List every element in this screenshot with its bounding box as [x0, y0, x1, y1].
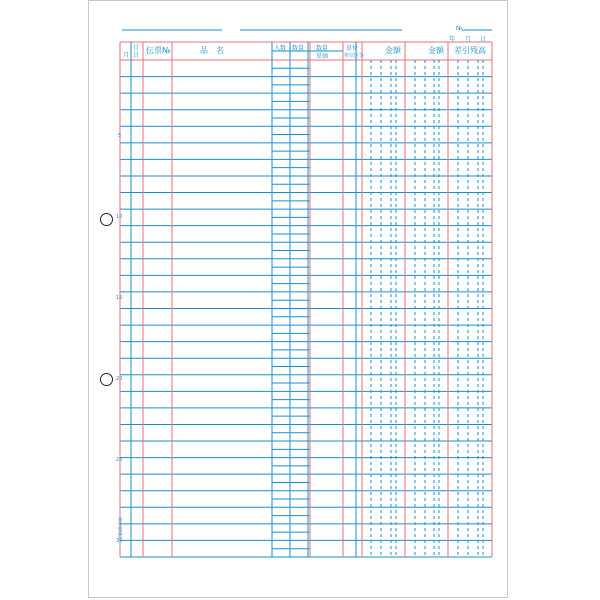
header-unit-price: 単価	[316, 53, 329, 60]
header-month-day-top: 日	[133, 44, 140, 51]
header-pack-qty: 入数	[274, 45, 287, 52]
header-amount-2: 金額	[428, 46, 444, 55]
row-number-30: 30	[116, 538, 123, 544]
row-number-10: 10	[116, 214, 123, 220]
header-day: 日	[133, 52, 140, 59]
date-month-label: 月	[465, 36, 472, 43]
header-unit: 単位	[346, 45, 359, 52]
header-item-name: 品 名	[200, 46, 224, 55]
form-code: CBUD-008	[118, 517, 123, 538]
header-unit-class: 単位区分	[344, 53, 365, 59]
header-balance: 差引残高	[454, 46, 486, 55]
row-number-15: 15	[116, 295, 123, 301]
row-number-5: 5	[118, 133, 122, 139]
row-number-25: 25	[116, 457, 123, 463]
date-day-label: 日	[480, 36, 487, 43]
header-month: 月	[123, 52, 130, 59]
header-slip-no: 伝票№	[146, 46, 171, 55]
binder-hole-bottom	[100, 373, 113, 386]
binder-hole-top	[100, 213, 113, 226]
header-amount-1: 金額	[385, 46, 401, 55]
header-qty-2: 数量	[316, 45, 329, 52]
header-quantity: 数量	[292, 45, 305, 52]
number-label: №	[456, 25, 463, 32]
date-year-label: 年	[449, 36, 456, 43]
row-number-20: 20	[116, 376, 123, 382]
